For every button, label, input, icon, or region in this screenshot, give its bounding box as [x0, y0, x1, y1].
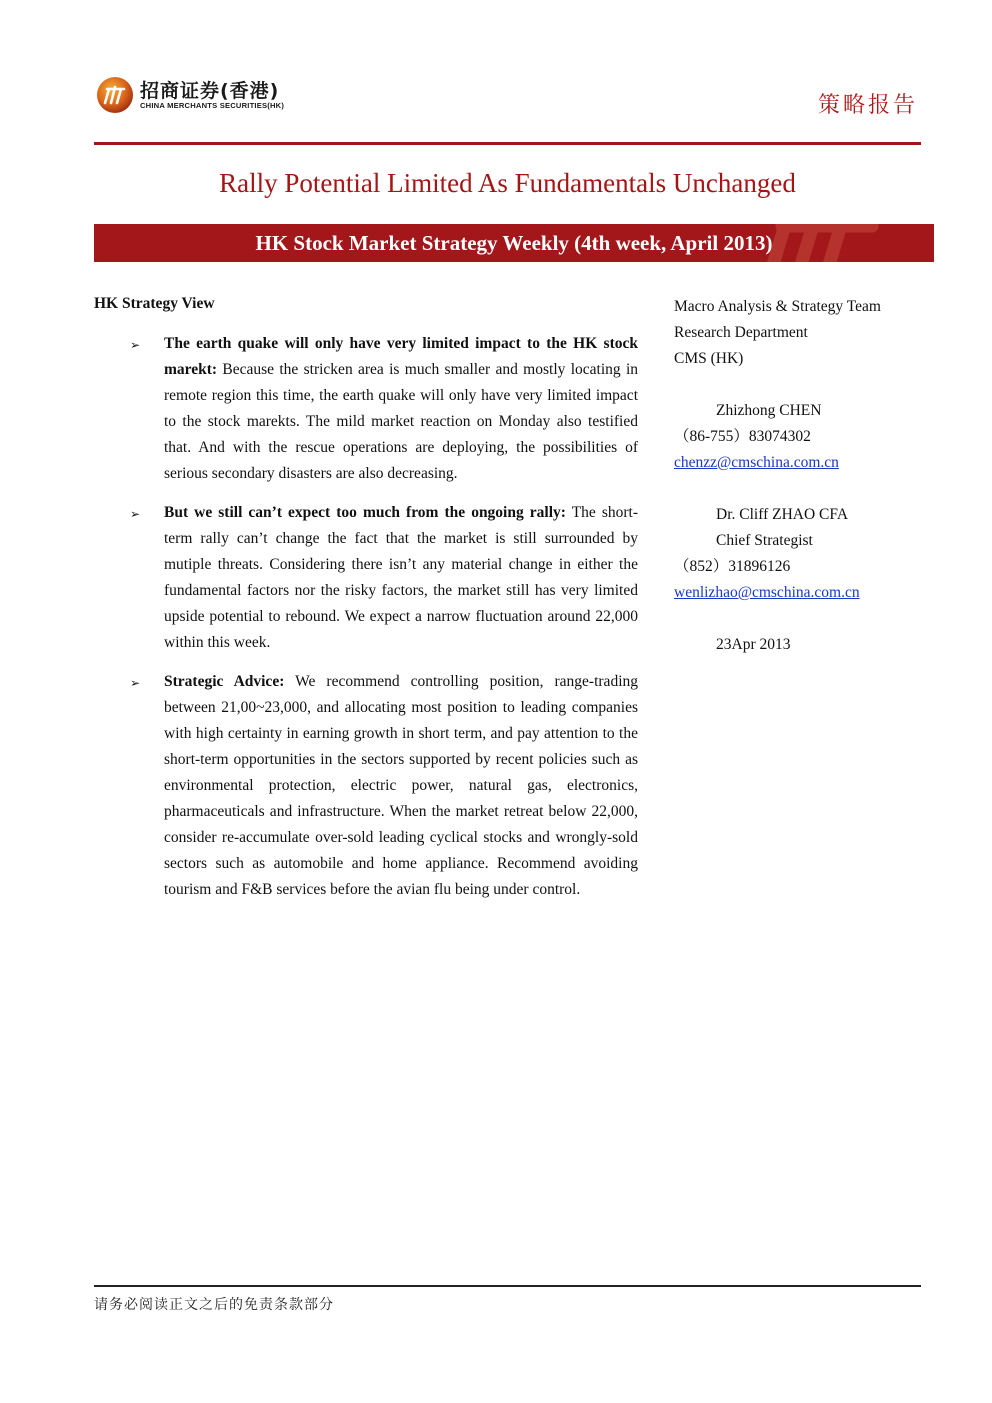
report-title: Rally Potential Limited As Fundamentals Unchanged	[219, 168, 796, 198]
arrowhead-bullet-icon: ➢	[130, 676, 141, 690]
bullet-text: The short-term rally can’t change the fact that the market is still surrounded by mutiple threats. Considering there isn’t any material change in either the fundamental factors nor the risky factors, the market still has very limited upside potential to rebound. We expect a narrow fluctuation around 22,000 within this week.	[164, 504, 638, 651]
analyst-phone: （86-755）83074302	[674, 428, 811, 445]
department-name: Research Department	[674, 324, 808, 341]
arrowhead-bullet-icon: ➢	[130, 507, 141, 521]
bullet-lead: Strategic Advice:	[164, 673, 285, 690]
logo-chinese-name: 招商证券(香港)	[140, 80, 280, 102]
cms-logo-icon	[96, 76, 134, 114]
analyst-phone: （852）31896126	[674, 558, 791, 575]
analyst-sidebar	[674, 294, 934, 658]
list-item	[94, 331, 638, 487]
list-item	[94, 500, 638, 656]
footer-divider	[94, 1285, 921, 1287]
analyst-email-link[interactable]: chenzz@cmschina.com.cn	[674, 454, 839, 471]
list-item	[94, 669, 638, 903]
team-name: Macro Analysis & Strategy Team	[674, 298, 881, 315]
bullet-lead: The earth quake will only have very limited impact to the HK stock marekt:	[164, 335, 638, 378]
report-type-label: 策略报告	[817, 93, 918, 118]
company-name: CMS (HK)	[674, 350, 744, 367]
analyst-email-link[interactable]: wenlizhao@cmschina.com.cn	[674, 584, 860, 601]
header-divider	[94, 142, 921, 145]
bullet-list	[94, 331, 638, 903]
bullet-lead: But we still can’t expect too much from the ongoing rally:	[164, 504, 566, 521]
strategy-view-section	[94, 294, 638, 916]
analyst-role: Chief Strategist	[716, 532, 813, 549]
analyst-name: Dr. Cliff ZHAO CFA	[716, 506, 849, 523]
bullet-text: We recommend controlling position, range-trading between 21,00~23,000, and allocating most position to leading companies with high certainty in earning growth in short term, and pay attention to the short-term opportunities in the sectors supported by recent policies such as environmental protection, electric power, natural gas, electronics, pharmaceuticals and infrastructure. When the market retreat below 22,000, consider re-accumulate over-sold leading cyclical stocks and wrongly-sold sectors such as automobile and home appliance. Recommend avoiding tourism and F&B services before the avian flu being under control.	[164, 673, 638, 898]
disclaimer-note: 请务必阅读正文之后的免责条款部分	[94, 1297, 334, 1313]
analyst-name: Zhizhong CHEN	[716, 402, 822, 419]
bullet-text: Because the stricken area is much smaller and mostly locating in remote region this time, the earth quake will only have very limited impact to the stock marekts. The mild market reaction on Monday also testified that. And with the rescue operations are deploying, the possibilities of serious secondary disasters are also decreasing.	[164, 361, 638, 482]
logo-english-name: CHINA MERCHANTS SECURITIES(HK)	[140, 101, 285, 110]
report-banner	[94, 224, 934, 262]
company-logo	[96, 74, 326, 118]
report-date: 23Apr 2013	[716, 636, 791, 653]
section-heading: HK Strategy View	[94, 295, 215, 312]
arrowhead-bullet-icon: ➢	[130, 338, 141, 352]
banner-title: HK Stock Market Strategy Weekly (4th week, April 2013)	[255, 231, 773, 255]
